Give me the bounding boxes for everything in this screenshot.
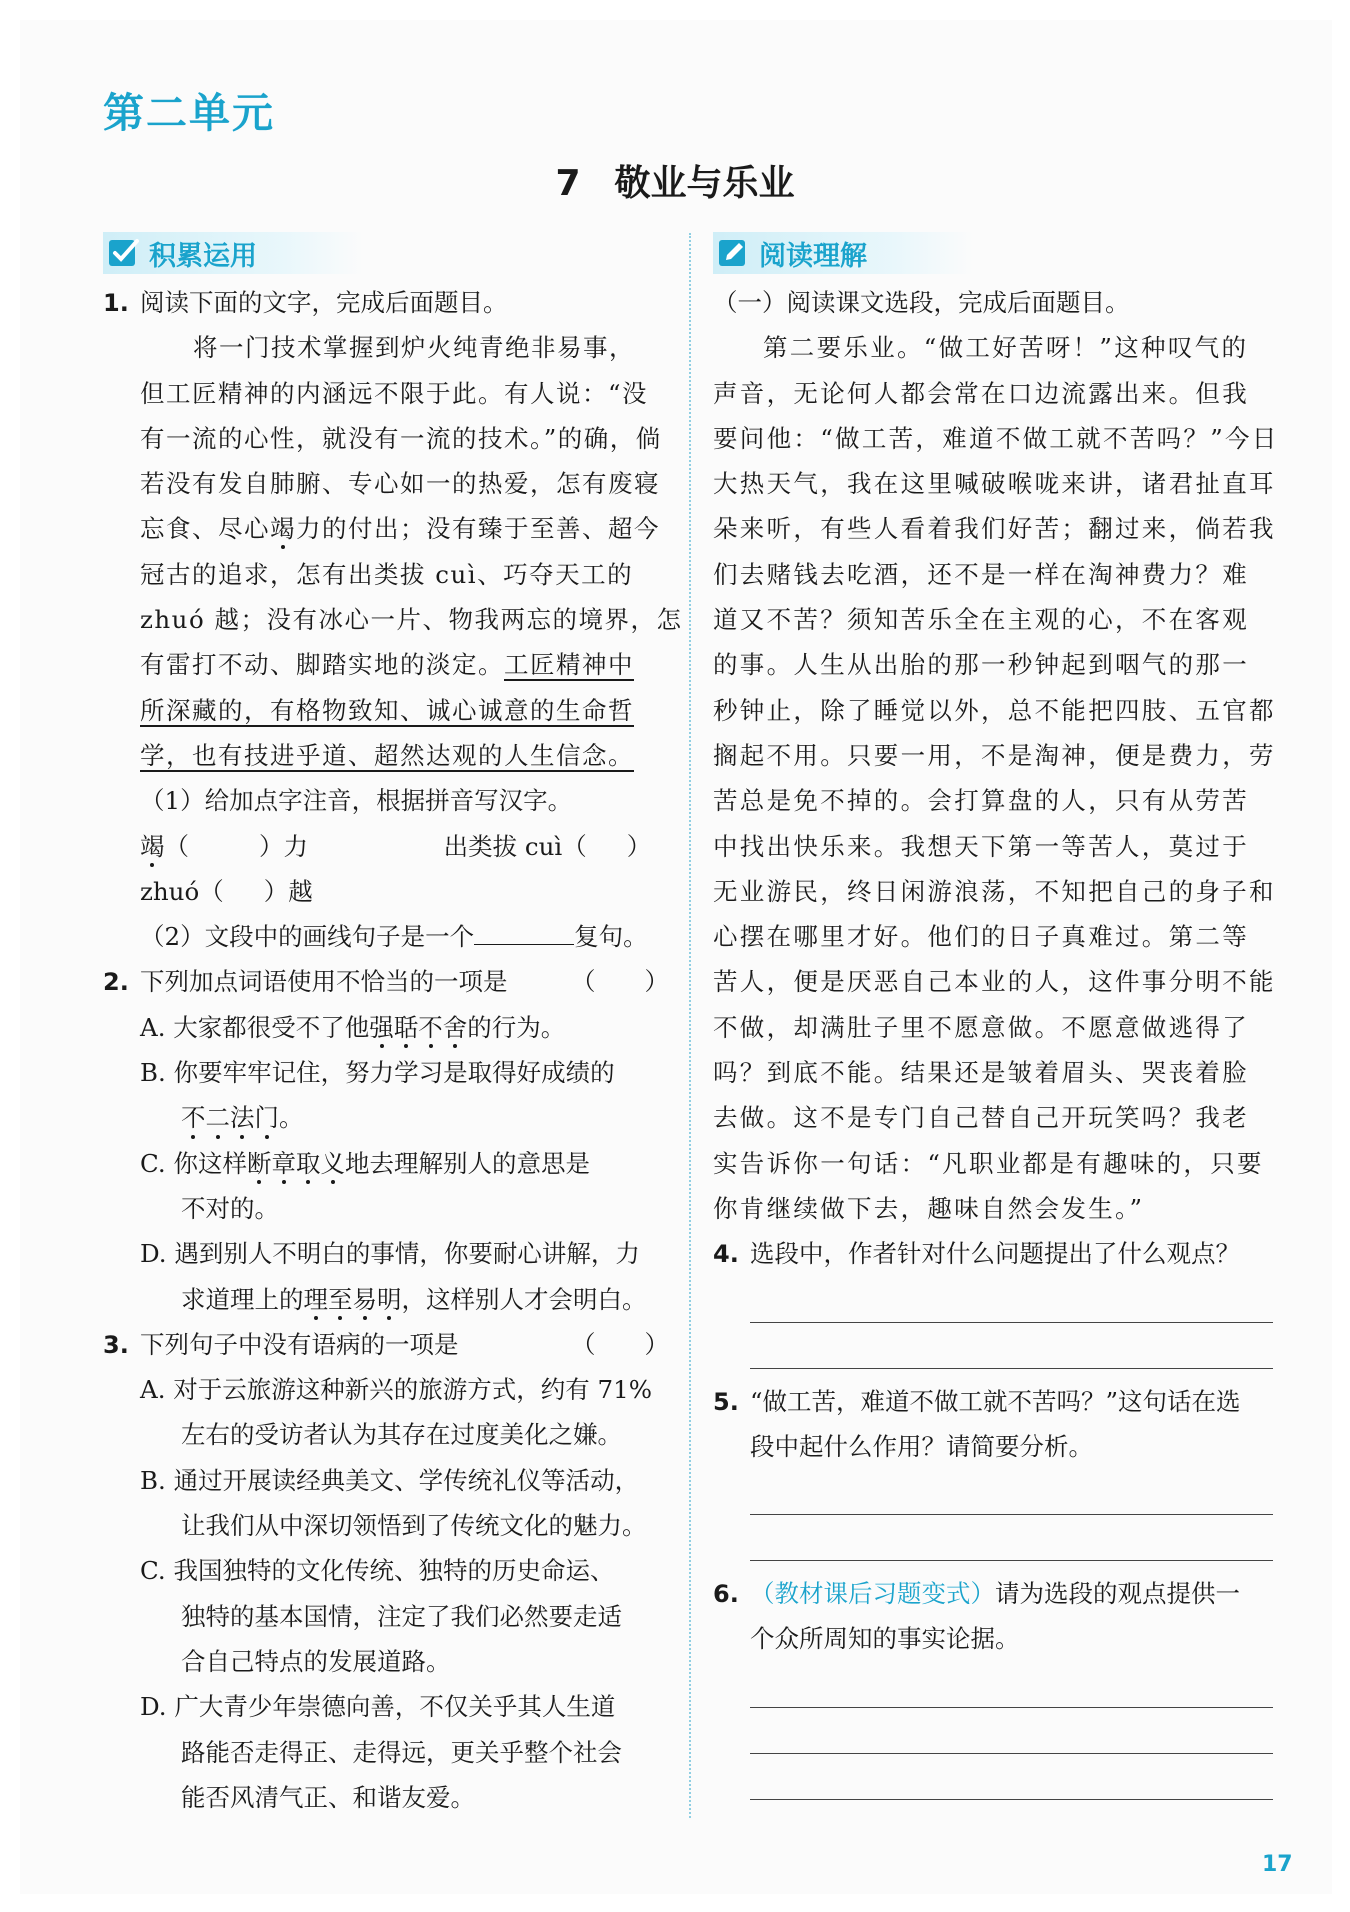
answer-blank[interactable]: [474, 922, 574, 945]
question-2: 2. 下列加点词语使用不恰当的一项是 （ ）: [103, 959, 669, 1004]
q3-option-c-cont: 独特的基本国情，注定了我们必然要走适: [181, 1601, 622, 1631]
pencil-note-icon: [717, 236, 751, 270]
underlined-sentence: 工匠精神中: [504, 650, 634, 680]
section-header-reading: [713, 232, 973, 274]
q3-option-d-cont: 路能否走得正、走得远，更关乎整个社会: [181, 1737, 622, 1767]
answer-line[interactable]: [750, 1662, 1273, 1708]
q1-sub1-answers: 竭（ ）力 出类拔 cuì（ ）: [140, 831, 652, 861]
unit-title: 第二单元: [103, 89, 275, 137]
textbook-variant-tag: （教材课后习题变式）: [750, 1579, 995, 1609]
q1-sub2: （2）文段中的画线句子是一个 复句。: [140, 922, 648, 952]
lesson-name: 敬业与乐业: [614, 163, 795, 204]
q3-option-b: B. 通过开展读经典美文、学传统礼仪等活动，: [140, 1465, 640, 1495]
emphasized-char: 聒: [394, 1005, 419, 1050]
emphasized-char: 取: [296, 1141, 321, 1186]
q3-option-d-cont: 能否风清气正、和谐友爱。: [181, 1782, 475, 1812]
emphasized-char: 不: [181, 1095, 206, 1140]
q3-option-d: D. 广大青少年崇德向善，不仅关乎其人生道: [140, 1692, 616, 1722]
question-3: 3. 下列句子中没有语病的一项是 （ ）: [103, 1322, 669, 1367]
answer-paren[interactable]: （ ）: [571, 1329, 669, 1359]
emphasized-char: 不: [418, 1005, 443, 1050]
reading-intro: （一）阅读课文选段，完成后面题目。: [713, 288, 1130, 317]
q3-option-a-cont: 左右的受访者认为其存在过度美化之嫌。: [181, 1420, 622, 1450]
answer-line[interactable]: [750, 1469, 1273, 1515]
q2-option-b-cont: 不二法门。: [103, 1095, 669, 1140]
answer-line[interactable]: [750, 1323, 1273, 1369]
q1-passage: 将一门技术掌握到炉火纯青绝非易事， 但工匠精神的内涵远不限于此。有人说：“没 有一流的心性，就没有一流的技术。”的确，倘 若没有发自肺腑、专心如一的热爱，怎有废寝 忘食、尽心竭力的付出；没有臻于至善、超今 冠古的追求，怎有出类拔 cuì、巧夺天工的 zhuó 越；没有冰心一片、物我两忘的境界，怎 有雷打不动、脚踏实地的淡定。工匠精神中 所深藏的，有格物致知、诚心诚意的生命哲 学，也有技进乎道、超然达观的人生信念。: [140, 333, 683, 770]
emphasized-char: 门: [255, 1095, 280, 1140]
column-divider: [689, 233, 691, 1818]
answer-line[interactable]: [750, 1515, 1273, 1561]
answer-paren[interactable]: （ ）: [571, 967, 669, 997]
q2-option-c: C. 你这样断章取义地去理解别人的意思是: [103, 1141, 669, 1186]
q2-option-c-cont: 不对的。: [181, 1193, 279, 1223]
emphasized-char: 强: [369, 1005, 394, 1050]
emphasized-char: 至: [328, 1277, 353, 1322]
section-title: 阅读理解: [759, 240, 867, 272]
q2-option-d: D. 遇到别人不明白的事情，你要耐心讲解，力: [140, 1239, 640, 1269]
underlined-sentence: 所深藏的，有格物致知、诚心诚意的生命哲: [140, 695, 634, 725]
underlined-sentence: 学，也有技进乎道、超然达观的人生信念。: [140, 740, 634, 770]
q2-option-b: B. 你要牢牢记住，努力学习是取得好成绩的: [140, 1058, 615, 1088]
emphasized-char: 义: [320, 1141, 345, 1186]
emphasized-char: 章: [271, 1141, 296, 1186]
page-number: 17: [1262, 1852, 1293, 1877]
emphasized-char: 理: [304, 1277, 329, 1322]
q3-option-b-cont: 让我们从中深切领悟到了传统文化的魅力。: [181, 1511, 647, 1541]
q3-option-c-cont: 合自己特点的发展道路。: [181, 1646, 451, 1676]
question-6: 6. （教材课后习题变式）请为选段的观点提供一: [713, 1579, 1240, 1609]
answer-line[interactable]: [750, 1708, 1273, 1754]
answer-line[interactable]: [750, 1754, 1273, 1800]
left-column: [103, 232, 683, 1820]
checkbox-pencil-icon: [107, 236, 141, 270]
question-1: 1. 阅读下面的文字，完成后面题目。: [103, 288, 508, 317]
section-title: 积累运用: [149, 240, 257, 272]
question-5: 5. “做工苦，难道不做工就不苦吗？”这句话在选: [713, 1386, 1241, 1416]
emphasized-char: 法: [230, 1095, 255, 1140]
q3-option-c: C. 我国独特的文化传统、独特的历史命运、: [140, 1556, 615, 1586]
q3-option-a: A. 对于云旅游这种新兴的旅游方式，约有 71%: [140, 1375, 653, 1405]
section-header-accumulate: [103, 232, 363, 274]
q2-option-a: A. 大家都很受不了他强聒不舍的行为。: [103, 1005, 669, 1050]
lesson-number: 7: [555, 163, 581, 204]
emphasized-char: 断: [247, 1141, 272, 1186]
emphasized-char: 二: [206, 1095, 231, 1140]
question-4: 4. 选段中，作者针对什么问题提出了什么观点？: [713, 1239, 1240, 1269]
right-column: 阅读理解 （一）阅读课文选段，完成后面题目。 第二要乐业。“做工好苦呀！”这种叹气的 声音，无论何人都会常在口边流露出来。但我 要问他：“做工苦，难道不做工就不苦吗？”今日 大热天气，我在这里喊破喉咙来讲，诸君扯直耳 朵来听，有些人看着我们好苦；翻过来，倘若我 们去赌钱去吃酒，还不是一样在淘神费力？难 道又不苦？须知苦乐全在主观的心，不在客观 的事。人生从出胎的那一秒钟起到咽气的那一 秒钟止，除了睡觉以外，总不能把四肢、五官都 搁起不用。只要一用，不是淘神，便是费力，劳 苦总是免不掉的。会打算盘的人，只有从劳苦 中找出快乐来。我想天下第一等苦人，莫过于 无业游民，终日闲游浪荡，不知把自己的身子和 心摆在哪里才好。他们的日子真难过。第二等 苦人，便是厌恶自己本业的人，这件事分明不能 不做，却满肚子里不愿意做。不愿意做逃得了 吗？到底不能。结果还是皱着眉头、哭丧着脸 去做。这不是专门自己替自己开玩笑吗？我老 实告诉你一句话：“凡职业都是有趣味的，只要 你肯继续做下去，趣味自然会发生。” 4. 选段中，作者针对什么问题提出了什么观点？ 5. “做工苦，难道不做工就不苦吗？”这句话在选 段中起什么作用？请简要分析。 6. （教材课后习题变式）请为选段的观点提供一 个众所周知的事实论据。: [713, 232, 1273, 1800]
lesson-title: [0, 155, 1350, 206]
q1-sub1: （1）给加点字注音，根据拼音写汉字。: [140, 786, 573, 816]
reading-passage: 第二要乐业。“做工好苦呀！”这种叹气的 声音，无论何人都会常在口边流露出来。但我 要问他：“做工苦，难道不做工就不苦吗？”今日 大热天气，我在这里喊破喉咙来讲，诸君扯直耳 朵来听，有些人看着我们好苦；翻过来，倘若我 们去赌钱去吃酒，还不是一样在淘神费力？难 道又不苦？须知苦乐全在主观的心，不在客观 的事。人生从出胎的那一秒钟起到咽气的那一 秒钟止，除了睡觉以外，总不能把四肢、五官都 搁起不用。只要一用，不是淘神，便是费力，劳 苦总是免不掉的。会打算盘的人，只有从劳苦 中找出快乐来。我想天下第一等苦人，莫过于 无业游民，终日闲游浪荡，不知把自己的身子和 心摆在哪里才好。他们的日子真难过。第二等 苦人，便是厌恶自己本业的人，这件事分明不能 不做，却满肚子里不愿意做。不愿意做逃得了 吗？到底不能。结果还是皱着眉头、哭丧着脸 去做。这不是专门自己替自己开玩笑吗？我老 实告诉你一句话：“凡职业都是有趣味的，只要 你肯继续做下去，趣味自然会发生。”: [713, 333, 1279, 1223]
emphasized-char: 易: [353, 1277, 378, 1322]
answer-line[interactable]: [750, 1277, 1273, 1323]
emphasized-char: 明: [377, 1277, 402, 1322]
emphasized-char: 舍: [443, 1005, 468, 1050]
q2-option-d-cont: 求道理上的理至易明，这样别人才会明白。: [103, 1277, 669, 1322]
q1-sub1-answers-2: zhuó（ ）越: [140, 876, 313, 906]
